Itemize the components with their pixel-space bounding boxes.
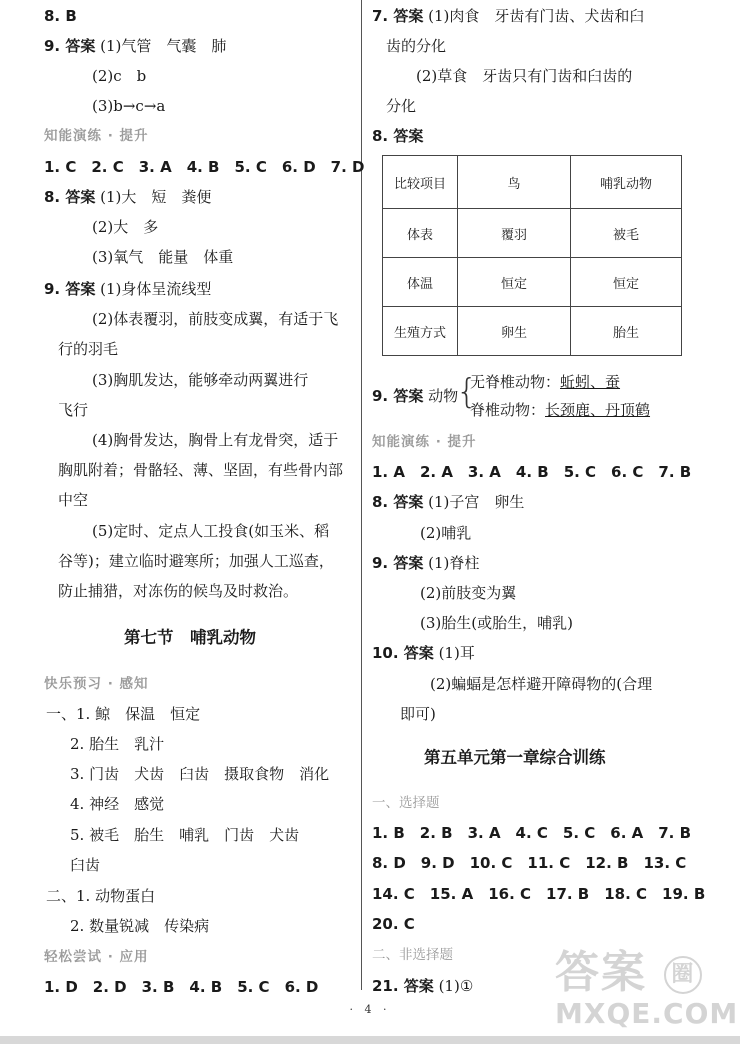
table-row <box>383 209 682 258</box>
answer-line: 2. 胎生 乳汁 <box>70 735 165 753</box>
answer-text: (1)肉食 牙齿有门齿、犬齿和臼 <box>428 7 645 25</box>
section-label: 一、选择题 <box>372 795 440 811</box>
table-row <box>383 307 682 356</box>
answer-line: (2)草食 牙齿只有门齿和臼齿的 <box>416 67 633 85</box>
classification-value: 长颈鹿、丹顶鹤 <box>545 401 651 419</box>
answer-line <box>372 976 473 996</box>
answer-line: (3)氧气 能量 体重 <box>92 248 234 266</box>
answer-label: 7. 答案 <box>372 7 424 25</box>
table-header-cell: 哺乳动物 <box>571 156 682 209</box>
section-label: 轻松尝试 · 应用 <box>44 949 149 965</box>
answer-text: (1)子宫 卵生 <box>428 493 525 511</box>
classification-label: 脊椎动物： <box>470 401 546 419</box>
answer-line: 齿的分化 <box>386 37 447 55</box>
watermark-text: 答案 <box>555 947 647 998</box>
answer-line: (2)前肢变为翼 <box>420 584 517 602</box>
answer-text: 动物 <box>428 387 459 405</box>
page-number: · 4 · <box>349 1003 391 1016</box>
brace-symbol: { <box>456 372 478 412</box>
table-cell: 体温 <box>383 258 458 307</box>
answer-line: 5. 被毛 胎生 哺乳 门齿 犬齿 <box>70 826 300 844</box>
answer-line: (2)大 多 <box>92 218 159 236</box>
section-label: 快乐预习 · 感知 <box>44 676 149 692</box>
section-title: 第七节 哺乳动物 <box>124 628 256 647</box>
answer-line: 3. 门齿 犬齿 臼齿 摄取食物 消化 <box>70 765 330 783</box>
classification-line <box>470 400 650 420</box>
classification-line <box>470 372 620 392</box>
bottom-edge-strip <box>0 1036 740 1044</box>
answer-line: 胸肌附着；骨骼轻、薄、坚固，有些骨内部 <box>58 461 344 479</box>
table-row <box>383 258 682 307</box>
answer-text: (1)大 短 粪便 <box>100 188 212 206</box>
answer-line <box>44 187 211 207</box>
answer-label: 8. 答案 <box>372 127 424 145</box>
answer-label: 8. 答案 <box>372 493 424 511</box>
table-cell: 恒定 <box>458 258 571 307</box>
table-header-cell: 鸟 <box>458 156 571 209</box>
multiple-choice-answers: 1. C 2. C 3. A 4. B 5. C 6. D 7. D <box>44 158 365 176</box>
answer-line: (2)体表覆羽，前肢变成翼，有适于飞 <box>92 310 339 328</box>
answer-line: 行的羽毛 <box>58 340 119 358</box>
answer-line: (5)定时、定点人工投食(如玉米、稻 <box>92 522 330 540</box>
answer-label: 9. 答案 <box>44 280 96 298</box>
comparison-table <box>382 155 682 356</box>
answer-line: 中空 <box>58 491 89 509</box>
answer-line: (2)蝙蝠是怎样避开障碍物的(合理 <box>430 675 653 693</box>
table-header-cell: 比较项目 <box>383 156 458 209</box>
answer-line: (3)胎生(或胎生，哺乳) <box>420 614 573 632</box>
answer-line: (3)b→c→a <box>92 97 166 115</box>
answer-line: 8. B <box>44 7 77 25</box>
answer-line: 分化 <box>386 97 417 115</box>
answer-label: 9. 答案 <box>44 37 96 55</box>
answer-line: 飞行 <box>58 401 89 419</box>
answer-text: (1)身体呈流线型 <box>100 280 212 298</box>
watermark-badge-icon: 圈 <box>664 956 702 994</box>
multiple-choice-answers: 14. C 15. A 16. C 17. B 18. C 19. B <box>372 885 706 903</box>
multiple-choice-answers: 1. A 2. A 3. A 4. B 5. C 6. C 7. B <box>372 463 692 481</box>
answer-label: 9. 答案 <box>372 554 424 572</box>
answer-line: 臼齿 <box>70 856 101 874</box>
table-header-row <box>383 156 682 209</box>
table-cell: 恒定 <box>571 258 682 307</box>
answer-line: 即可) <box>400 705 436 723</box>
answer-text: (1)气管 气囊 肺 <box>100 37 227 55</box>
answer-line <box>372 643 475 663</box>
unit-title: 第五单元第一章综合训练 <box>424 748 606 767</box>
table-cell: 被毛 <box>571 209 682 258</box>
answer-line: (3)胸肌发达，能够牵动两翼进行 <box>92 371 309 389</box>
answer-line: 谷等)；建立临时避寒所；加强人工巡查， <box>58 552 334 570</box>
answer-line <box>44 279 211 299</box>
column-divider <box>361 0 362 990</box>
answer-line: (2)c b <box>92 67 147 85</box>
multiple-choice-answers: 1. B 2. B 3. A 4. C 5. C 6. A 7. B <box>372 824 692 842</box>
answer-line <box>372 492 524 512</box>
section-label: 知能演练 · 提升 <box>372 434 477 450</box>
answer-text: (1)耳 <box>438 644 475 662</box>
answer-line <box>372 386 458 406</box>
answer-line <box>372 6 644 26</box>
answer-label: 8. 答案 <box>44 188 96 206</box>
answer-label: 10. 答案 <box>372 644 434 662</box>
table-cell: 生殖方式 <box>383 307 458 356</box>
watermark-domain: MXQE.COM <box>555 997 739 1030</box>
table-cell: 胎生 <box>571 307 682 356</box>
answer-text: (1)脊柱 <box>428 554 480 572</box>
answer-line: 防止捕猎，对冻伤的候鸟及时救治。 <box>58 582 299 600</box>
answer-line: 二、1. 动物蛋白 <box>46 887 156 905</box>
answer-line: 4. 神经 感觉 <box>70 795 165 813</box>
multiple-choice-answers: 20. C <box>372 915 415 933</box>
section-label: 二、非选择题 <box>372 947 453 963</box>
answer-label: 9. 答案 <box>372 387 424 405</box>
classification-label: 无脊椎动物： <box>470 373 561 391</box>
answer-label: 21. 答案 <box>372 977 434 995</box>
answer-line <box>372 553 479 573</box>
table-cell: 卵生 <box>458 307 571 356</box>
table-cell: 体表 <box>383 209 458 258</box>
section-label: 知能演练 · 提升 <box>44 128 149 144</box>
table-cell: 覆羽 <box>458 209 571 258</box>
answer-text: (1)① <box>438 977 474 995</box>
watermark-logo <box>555 947 739 1044</box>
classification-value: 蚯蚓、蚕 <box>560 373 621 391</box>
answer-line: (4)胸骨发达，胸骨上有龙骨突，适于 <box>92 431 339 449</box>
answer-line <box>44 36 226 56</box>
multiple-choice-answers: 8. D 9. D 10. C 11. C 12. B 13. C <box>372 854 687 872</box>
answer-line: 一、1. 鲸 保温 恒定 <box>46 705 201 723</box>
answer-line: (2)哺乳 <box>420 524 472 542</box>
answer-line: 2. 数量锐减 传染病 <box>70 917 210 935</box>
multiple-choice-answers: 1. D 2. D 3. B 4. B 5. C 6. D <box>44 978 319 996</box>
